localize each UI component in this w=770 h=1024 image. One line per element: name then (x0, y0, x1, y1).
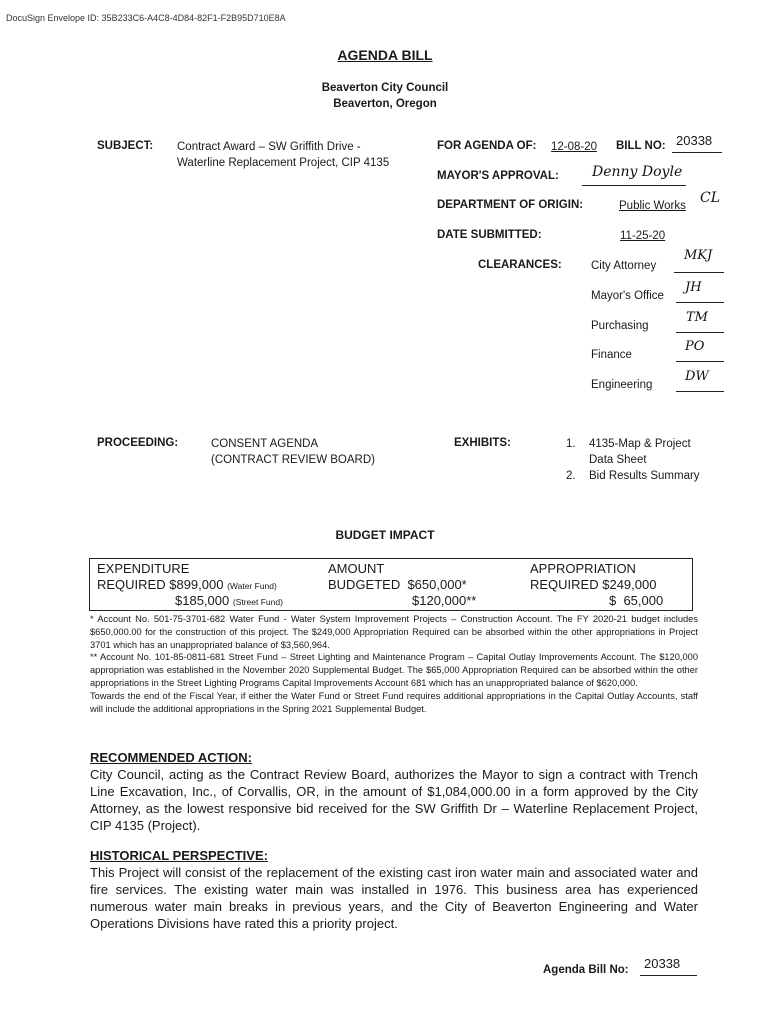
historical-perspective-section (90, 847, 698, 932)
exhibit-line-1: Bid Results Summary (589, 470, 700, 482)
bill-no-value: 20338 (676, 133, 713, 148)
exhibit-item (566, 468, 736, 484)
department-initials: CL (700, 190, 721, 206)
exhibits-label: EXHIBITS: (454, 437, 511, 449)
for-agenda-label: FOR AGENDA OF: (437, 140, 537, 152)
expenditure-street-amount: $185,000 (175, 593, 230, 608)
for-agenda-date: 12-08-20 (551, 141, 598, 153)
exhibit-number: 2. (566, 470, 576, 482)
council-name: Beaverton City Council (321, 82, 449, 94)
expenditure-required (97, 577, 277, 594)
clearance-initials-mayors-office: JH (685, 280, 702, 295)
amount-header: AMOUNT (328, 561, 385, 576)
clearance-initials-engineering: DW (685, 369, 709, 384)
footnote-fiscal-year: Towards the end of the Fiscal Year, if either the Water Fund or Street Fund requires additional appropriations in the Capital Outlay Accounts, staff will include the additional appropriations in the Spring 2021 Supplemental Budget. (90, 690, 698, 714)
budget-footnotes (90, 613, 698, 715)
proceeding-label: PROCEEDING: (97, 437, 179, 449)
expenditure-street-fund-note: (Street Fund) (232, 597, 283, 607)
subject-line-1: Contract Award – SW Griffith Drive - (177, 141, 361, 153)
mayors-signature-line (582, 164, 686, 186)
recommended-action-heading: RECOMMENDED ACTION: (90, 750, 253, 765)
historical-perspective-text: This Project will consist of the replacement of the existing cast iron water main and associated water and fire services. The existing water main was installed in 1976. This business area has experienced numerous water main breaks in previous years, and the City of Beaverton Engineering and Water Operations Divisions have rated this a priority project. (90, 865, 698, 931)
subject-text (177, 139, 389, 171)
clearance-name-city-attorney: City Attorney (591, 260, 657, 272)
clearance-line-engineering (676, 371, 724, 392)
recommended-action-text: City Council, acting as the Contract Review Board, authorizes the Mayor to sign a contract with Trench Line Excavation, Inc., of Corvallis, OR, in the amount of $1,084,000.00 in a form approved by the City Attorney, as the lowest responsive bid received for the SW Griffith Dr – Waterline Replacement Project, CIP 4135 (Project). (90, 767, 698, 833)
bill-no-field (672, 133, 722, 153)
clearance-name-purchasing: Purchasing (591, 320, 649, 332)
expenditure-required-amount: REQUIRED $899,000 (97, 577, 224, 592)
expenditure-header: EXPENDITURE (97, 561, 190, 576)
exhibits-list (566, 436, 736, 484)
subject-line-2: Waterline Replacement Project, CIP 4135 (177, 157, 390, 169)
recommended-action-section (90, 749, 698, 834)
expenditure-water-fund-note: (Water Fund) (227, 581, 277, 591)
clearance-initials-city-attorney: MKJ (684, 248, 713, 263)
department-value: Public Works (619, 200, 686, 212)
proceeding-line-1: CONSENT AGENDA (211, 438, 319, 450)
footer-agenda-bill-value: 20338 (644, 956, 681, 971)
exhibit-line-2: Data Sheet (589, 454, 647, 466)
amount-row-2: $120,000** (412, 593, 477, 608)
department-label: DEPARTMENT OF ORIGIN: (437, 199, 584, 211)
footnote-water-fund: * Account No. 501-75-3701-682 Water Fund - Water System Improvement Projects – Construction Account. The FY 2020-21 budget includes $650,000.00 for the construction of this project. The $249,000 Appropriation Required can be absorbed within the other appropriations in Project 3701 which has an unappropriated balance of $3,560,964. (90, 614, 698, 650)
bill-no-label: BILL NO: (616, 140, 666, 152)
historical-perspective-heading: HISTORICAL PERSPECTIVE: (90, 848, 268, 863)
envelope-id: DocuSign Envelope ID: 35B233C6-A4C8-4D84-82F1-F2B95D710E8A (6, 13, 286, 23)
exhibit-item (566, 436, 736, 468)
clearance-name-engineering: Engineering (591, 379, 653, 391)
appropriation-row-2: $ 65,000 (609, 593, 664, 608)
footer-agenda-bill-field (640, 956, 697, 976)
clearances-label: CLEARANCES: (478, 259, 562, 271)
budget-impact-table (89, 558, 693, 611)
subject-label: SUBJECT: (97, 140, 154, 152)
clearance-line-city-attorney (674, 248, 724, 273)
appropriation-header: APPROPRIATION (530, 561, 636, 576)
exhibit-number: 1. (566, 438, 576, 450)
exhibit-line-1: 4135-Map & Project (589, 438, 691, 450)
clearance-initials-purchasing: TM (686, 310, 708, 325)
council-location: Beaverton, Oregon (333, 98, 437, 110)
expenditure-row-2 (175, 593, 283, 610)
clearance-line-purchasing (676, 312, 724, 333)
council-header (0, 80, 770, 112)
amount-budgeted: BUDGETED $650,000* (328, 577, 467, 592)
clearance-line-finance (676, 341, 724, 362)
proceeding-line-2: (CONTRACT REVIEW BOARD) (211, 454, 375, 466)
clearance-initials-finance: PO (685, 339, 705, 354)
page-title: AGENDA BILL (337, 47, 433, 63)
date-submitted-value: 11-25-20 (620, 230, 666, 242)
clearance-name-finance: Finance (591, 349, 632, 361)
footnote-street-fund: ** Account No. 101-85-0811-681 Street Fund – Street Lighting and Maintenance Program – Capital Outlay Improvements Account. The $120,000 appropriation was established in the November 2020 Supplemental Budget. The $65,000 Appropriation Required can be absorbed within the other appropriations in the Street Lighting Programs Capital Improvements Account 681 which has an unappropriated balance of $620,000. (90, 652, 698, 688)
mayors-approval-label: MAYOR'S APPROVAL: (437, 170, 559, 182)
proceeding-text (211, 436, 375, 468)
date-submitted-label: DATE SUBMITTED: (437, 229, 542, 241)
mayors-signature: Denny Doyle (592, 164, 683, 180)
appropriation-required: REQUIRED $249,000 (530, 577, 657, 592)
clearance-name-mayors-office: Mayor's Office (591, 290, 664, 302)
footer-agenda-bill-label: Agenda Bill No: (543, 964, 629, 976)
budget-impact-title: BUDGET IMPACT (335, 528, 435, 542)
clearance-line-mayors-office (676, 282, 724, 303)
